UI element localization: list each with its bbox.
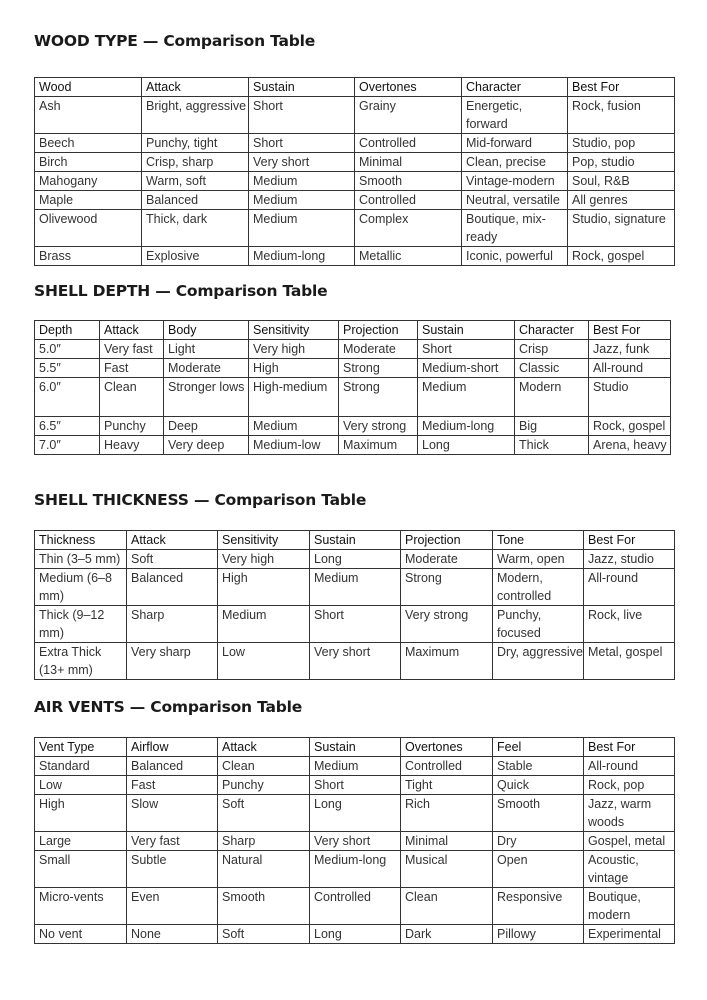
table-cell: Dark [401,925,493,944]
table-cell: Clean [218,757,310,776]
column-header: Best For [568,78,675,97]
column-header: Projection [339,321,418,340]
table-cell: Neutral, versatile [462,191,568,210]
table-cell: Very deep [164,436,249,455]
table-cell: Vintage-modern [462,172,568,191]
table-cell: Modern, controlled [493,569,584,606]
table-header-row [35,321,671,340]
table-cell: Gospel, metal [584,832,675,851]
table-cell: 7.0″ [35,436,100,455]
table-cell: Strong [401,569,493,606]
table-cell: Open [493,851,584,888]
table-row [35,851,675,888]
table-cell: Punchy, focused [493,606,584,643]
table-cell: Studio [589,378,671,417]
table-cell: Large [35,832,127,851]
table-cell: Crisp, sharp [142,153,249,172]
column-header: Attack [218,738,310,757]
table-cell: Medium [310,757,401,776]
table-cell: Soul, R&B [568,172,675,191]
table-cell: Boutique, mix-ready [462,210,568,247]
table-cell: Ash [35,97,142,134]
column-header: Sensitivity [249,321,339,340]
table-header-row [35,531,675,550]
wood-type-table [34,77,675,266]
table-cell: Short [249,134,355,153]
table-cell: High [218,569,310,606]
column-header: Thickness [35,531,127,550]
table-cell: Smooth [218,888,310,925]
table-cell: Minimal [401,832,493,851]
table-row [35,172,675,191]
table-cell: Medium [249,210,355,247]
column-header: Sustain [310,738,401,757]
table-cell: Brass [35,247,142,266]
table-cell: Dry [493,832,584,851]
table-row [35,153,675,172]
column-header: Overtones [355,78,462,97]
table-cell: Pillowy [493,925,584,944]
table-row [35,247,675,266]
table-cell: Very high [249,340,339,359]
table-cell: Natural [218,851,310,888]
column-header: Airflow [127,738,218,757]
table-cell: Beech [35,134,142,153]
column-header: Attack [127,531,218,550]
table-cell: Strong [339,359,418,378]
air-vents-table [34,737,675,944]
table-cell: Controlled [401,757,493,776]
table-cell: 5.5″ [35,359,100,378]
table-cell: Medium [310,569,401,606]
table-cell: Dry, aggressive [493,643,584,680]
table-cell: Balanced [142,191,249,210]
table-cell: Balanced [127,569,218,606]
table-cell: Small [35,851,127,888]
table-row [35,378,671,417]
table-cell: Soft [218,925,310,944]
table-row [35,888,675,925]
table-cell: 6.5″ [35,417,100,436]
table-cell: Iconic, powerful [462,247,568,266]
table-cell: Complex [355,210,462,247]
table-cell: Extra Thick (13+ mm) [35,643,127,680]
table-cell: Medium [249,417,339,436]
table-row [35,97,675,134]
table-cell: Very strong [339,417,418,436]
table-cell: Short [310,776,401,795]
column-header: Wood [35,78,142,97]
table-cell: Rock, gospel [568,247,675,266]
table-row [35,340,671,359]
table-cell: Stronger lows [164,378,249,417]
column-header: Best For [584,531,675,550]
table-cell: Medium-short [418,359,515,378]
table-cell: Moderate [164,359,249,378]
table-cell: Fast [127,776,218,795]
table-row [35,417,671,436]
table-cell: Rock, gospel [589,417,671,436]
table-cell: Minimal [355,153,462,172]
table-cell: Medium (6–8 mm) [35,569,127,606]
column-header: Overtones [401,738,493,757]
table-cell: Sharp [127,606,218,643]
column-header: Attack [100,321,164,340]
table-cell: Very short [310,643,401,680]
table-cell: Controlled [355,191,462,210]
table-cell: Punchy [218,776,310,795]
table-cell: Medium-low [249,436,339,455]
table-row [35,832,675,851]
table-cell: Short [249,97,355,134]
table-cell: Studio, pop [568,134,675,153]
table-cell: Very sharp [127,643,218,680]
table-cell: Responsive [493,888,584,925]
table-cell: Jazz, funk [589,340,671,359]
table-cell: Thin (3–5 mm) [35,550,127,569]
table-cell: Crisp [515,340,589,359]
table-cell: Classic [515,359,589,378]
table-cell: No vent [35,925,127,944]
table-cell: Deep [164,417,249,436]
table-cell: Mahogany [35,172,142,191]
column-header: Character [515,321,589,340]
table-cell: Bright, aggressive [142,97,249,134]
table-cell: Studio, signature [568,210,675,247]
column-header: Projection [401,531,493,550]
table-cell: Experimental [584,925,675,944]
table-cell: Standard [35,757,127,776]
table-cell: Grainy [355,97,462,134]
table-cell: Medium [218,606,310,643]
table-cell: Musical [401,851,493,888]
table-cell: Soft [218,795,310,832]
table-header-row [35,78,675,97]
table-header-row [35,738,675,757]
table-cell: Very fast [127,832,218,851]
shell-depth-title: SHELL DEPTH — Comparison Table [34,282,328,300]
table-cell: Stable [493,757,584,776]
table-row [35,925,675,944]
table-cell: Clean [100,378,164,417]
table-cell: Low [35,776,127,795]
column-header: Feel [493,738,584,757]
table-cell: Very strong [401,606,493,643]
table-cell: Thick (9–12 mm) [35,606,127,643]
table-cell: Energetic, forward [462,97,568,134]
table-cell: Rich [401,795,493,832]
table-cell: Maple [35,191,142,210]
column-header: Attack [142,78,249,97]
table-cell: Short [310,606,401,643]
table-cell: Very fast [100,340,164,359]
table-cell: 6.0″ [35,378,100,417]
table-cell: Medium [418,378,515,417]
table-cell: Long [418,436,515,455]
table-cell: High [35,795,127,832]
shell-thickness-table [34,530,675,680]
table-row [35,569,675,606]
column-header: Body [164,321,249,340]
table-cell: Warm, soft [142,172,249,191]
table-cell: Low [218,643,310,680]
table-cell: Smooth [493,795,584,832]
column-header: Tone [493,531,584,550]
table-cell: Moderate [339,340,418,359]
table-cell: Medium-long [418,417,515,436]
table-cell: Metallic [355,247,462,266]
table-cell: Quick [493,776,584,795]
table-row [35,191,675,210]
table-cell: Light [164,340,249,359]
table-cell: Olivewood [35,210,142,247]
table-row [35,795,675,832]
table-cell: Soft [127,550,218,569]
table-cell: Tight [401,776,493,795]
table-cell: None [127,925,218,944]
table-row [35,436,671,455]
table-cell: Rock, live [584,606,675,643]
wood-type-title: WOOD TYPE — Comparison Table [34,32,316,50]
column-header: Best For [584,738,675,757]
table-cell: Clean [401,888,493,925]
table-cell: Punchy, tight [142,134,249,153]
table-cell: Acoustic, vintage [584,851,675,888]
table-cell: Explosive [142,247,249,266]
table-cell: Thick [515,436,589,455]
air-vents-title: AIR VENTS — Comparison Table [34,698,303,716]
table-cell: Medium-long [310,851,401,888]
table-row [35,776,675,795]
table-row [35,134,675,153]
table-cell: Warm, open [493,550,584,569]
table-cell: Punchy [100,417,164,436]
table-cell: Balanced [127,757,218,776]
table-cell: Long [310,795,401,832]
table-row [35,210,675,247]
table-cell: Birch [35,153,142,172]
table-cell: High-medium [249,378,339,417]
table-cell: Pop, studio [568,153,675,172]
table-cell: Mid-forward [462,134,568,153]
table-cell: Arena, heavy [589,436,671,455]
table-cell: Even [127,888,218,925]
column-header: Character [462,78,568,97]
table-cell: Big [515,417,589,436]
table-cell: Short [418,340,515,359]
column-header: Best For [589,321,671,340]
table-cell: Jazz, studio [584,550,675,569]
table-cell: Clean, precise [462,153,568,172]
column-header: Depth [35,321,100,340]
table-cell: High [249,359,339,378]
table-cell: Long [310,925,401,944]
table-cell: All-round [589,359,671,378]
table-cell: Moderate [401,550,493,569]
table-cell: Long [310,550,401,569]
table-cell: Medium-long [249,247,355,266]
table-cell: Boutique, modern [584,888,675,925]
table-cell: Fast [100,359,164,378]
column-header: Sustain [418,321,515,340]
table-cell: Medium [249,172,355,191]
table-cell: All-round [584,757,675,776]
table-cell: Very high [218,550,310,569]
column-header: Sensitivity [218,531,310,550]
table-cell: Very short [249,153,355,172]
shell-depth-table [34,320,671,455]
table-row [35,606,675,643]
table-cell: Maximum [339,436,418,455]
table-cell: Subtle [127,851,218,888]
column-header: Vent Type [35,738,127,757]
table-cell: Slow [127,795,218,832]
table-cell: All genres [568,191,675,210]
table-cell: Medium [249,191,355,210]
table-row [35,359,671,378]
table-cell: Thick, dark [142,210,249,247]
table-cell: Controlled [355,134,462,153]
table-cell: Strong [339,378,418,417]
table-cell: Rock, pop [584,776,675,795]
table-cell: Very short [310,832,401,851]
table-cell: Heavy [100,436,164,455]
table-cell: Jazz, warm woods [584,795,675,832]
table-cell: Modern [515,378,589,417]
table-row [35,643,675,680]
table-cell: All-round [584,569,675,606]
table-cell: Sharp [218,832,310,851]
shell-thickness-title: SHELL THICKNESS — Comparison Table [34,491,367,509]
table-cell: Micro-vents [35,888,127,925]
table-row [35,550,675,569]
table-cell: 5.0″ [35,340,100,359]
table-cell: Maximum [401,643,493,680]
table-cell: Smooth [355,172,462,191]
table-cell: Metal, gospel [584,643,675,680]
column-header: Sustain [310,531,401,550]
table-row [35,757,675,776]
column-header: Sustain [249,78,355,97]
table-cell: Rock, fusion [568,97,675,134]
table-cell: Controlled [310,888,401,925]
